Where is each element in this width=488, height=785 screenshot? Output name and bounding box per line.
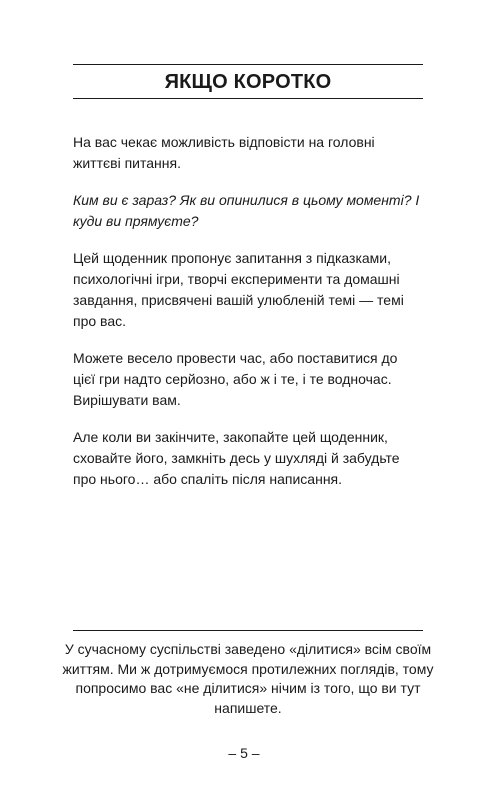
paragraph-questions: Ким ви є зараз? Як ви опинилися в цьому моменті? І куди ви прямуєте? <box>73 192 420 229</box>
title-rule <box>73 98 423 99</box>
page-number: – 5 – <box>228 745 260 761</box>
paragraph-ending: Але коли ви закінчите, закопайте цей щоденник, сховайте його, замкніть десь у шухляді й забудьте про нього… або спаліть після написання. <box>73 429 400 487</box>
paragraph-description: Цей щоденник пропонує запитання з підказками, психологічні ігри, творчі експерименти та домашні завдання, присвячені вашій улюбленій темі — темі про вас. <box>73 250 404 329</box>
paragraph-choice: Можете весело провести час, або поставитися до цієї гри надто серйозно, або ж і те, і те водночас. Вирішувати вам. <box>73 350 398 408</box>
footnote-rule <box>73 630 423 631</box>
paragraph-intro: На вас чекає можливість відповісти на головні життєві питання. <box>73 134 375 171</box>
page-title: ЯКЩО КОРОТКО <box>164 71 332 93</box>
top-rule <box>73 64 423 65</box>
footnote: У сучасному суспільстві заведено «ділитися» всім своїм життям. Ми ж дотримуємося протилежних поглядів, тому попросимо вас «не ділитися» нічим із того, що ви тут напишете. <box>62 641 434 716</box>
